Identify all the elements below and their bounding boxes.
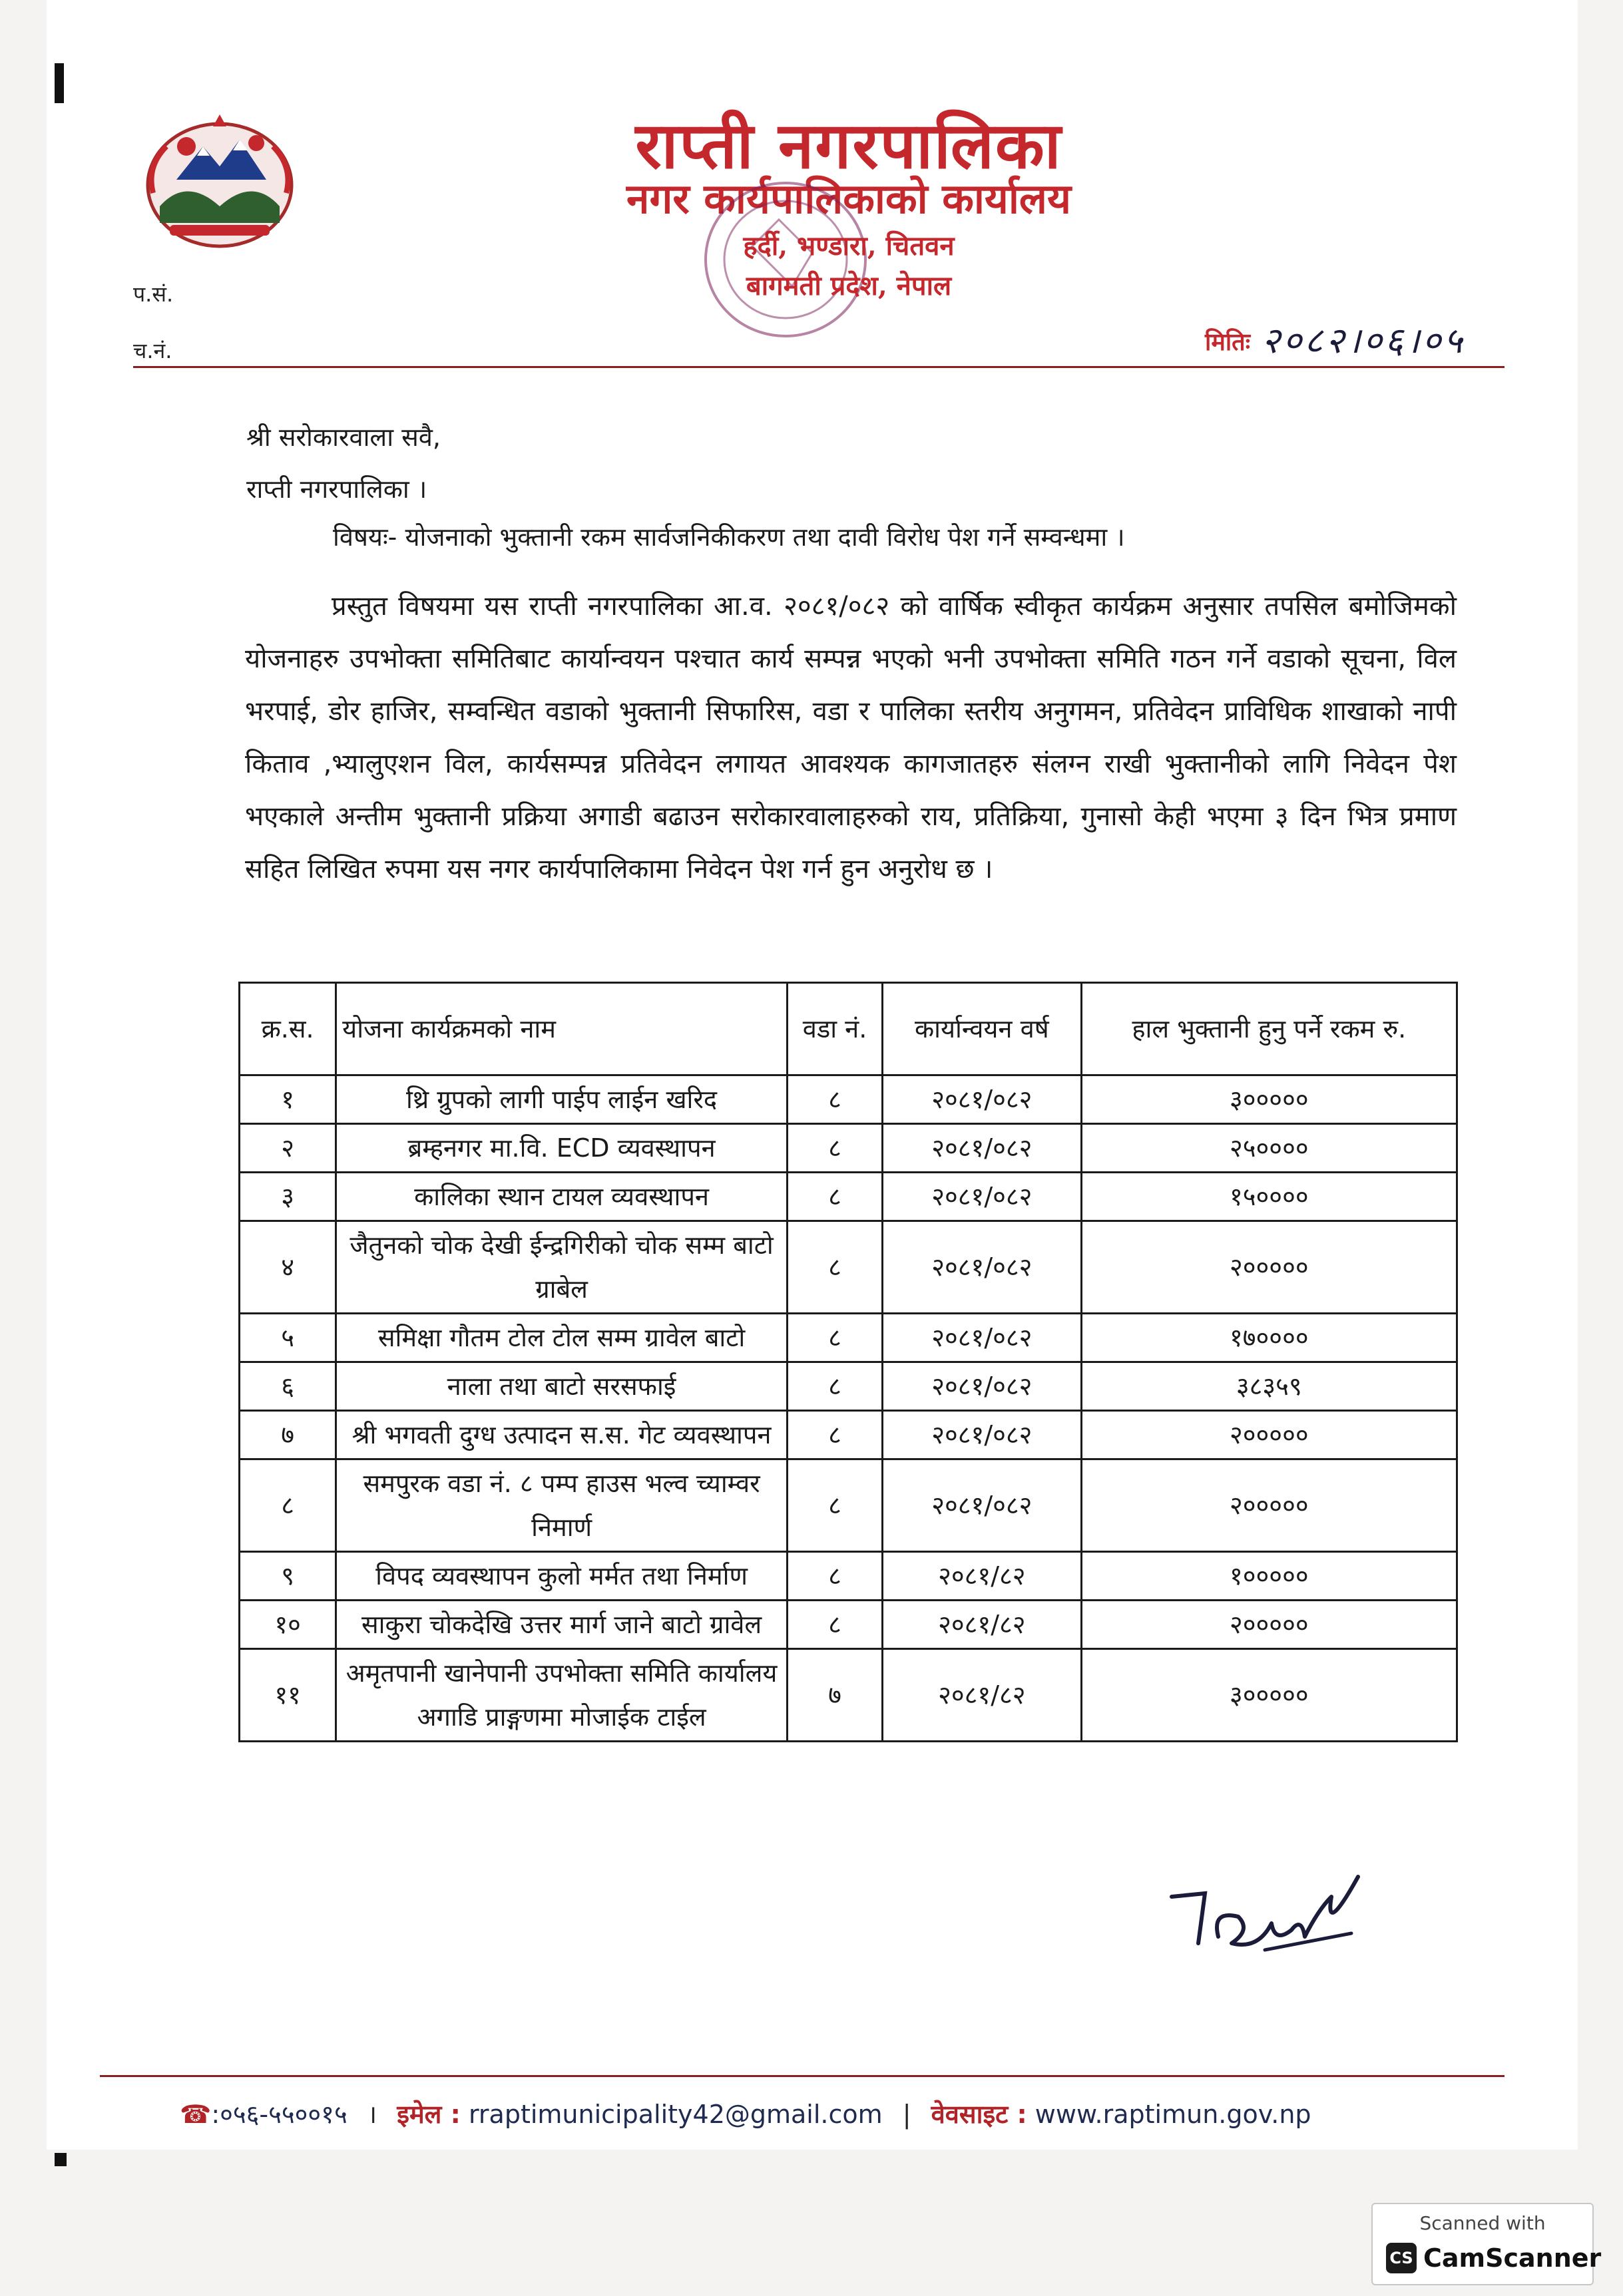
address-line-2: बागमती प्रदेश, नेपाल (746, 270, 952, 301)
row-amount: २५०००० (1081, 1124, 1457, 1173)
camscanner-badge (1371, 2203, 1602, 2285)
row-ward: ८ (787, 1552, 882, 1601)
row-ward: ८ (787, 1173, 882, 1221)
footer-separator: । (367, 2100, 377, 2129)
row-ward: ८ (787, 1314, 882, 1362)
row-project-name: समपुरक वडा नं. ८ पम्प हाउस भल्व च्याम्वर निमार्ण (336, 1459, 788, 1552)
row-ward: ८ (787, 1411, 882, 1459)
row-project-name: विपद व्यवस्थापन कुलो मर्मत तथा निर्माण (336, 1552, 788, 1601)
row-sn: १ (240, 1075, 336, 1124)
footer-website[interactable]: www.raptimun.gov.np (1035, 2100, 1311, 2129)
table-row (240, 1173, 1457, 1221)
row-project-name: नाला तथा बाटो सरसफाई (336, 1362, 788, 1411)
recipient-line-1: श्री सरोकारवाला सवै, (246, 423, 441, 452)
table-row (240, 1411, 1457, 1459)
row-fiscal-year: २०८१/०८२ (883, 1124, 1082, 1173)
row-fiscal-year: २०८१/०८२ (883, 1173, 1082, 1221)
row-amount: ३००००० (1081, 1649, 1457, 1742)
row-ward: ८ (787, 1124, 882, 1173)
letterhead-footer (180, 2096, 1485, 2131)
row-amount: २००००० (1081, 1459, 1457, 1552)
footer-phone: :०५६-५५००१५ (211, 2100, 348, 2129)
table-header-row (240, 983, 1457, 1075)
row-sn: ५ (240, 1314, 336, 1362)
row-amount: २००००० (1081, 1601, 1457, 1649)
table-row (240, 1221, 1457, 1314)
recipient-line-2: राप्ती नगरपालिका । (246, 475, 427, 504)
footer-divider (100, 2075, 1505, 2077)
letter-body: प्रस्तुत विषयमा यस राप्ती नगरपालिका आ.व. २०८१/०८२ को वार्षिक स्वीकृत कार्यक्रम अनुसार तपसिल बमोजिमको योजनाहरु उपभोक्ता समितिबाट कार्यान्वयन पश्चात कार्य सम्पन्न भएको भनी उपभोक्ता समिति गठन गर्ने वडाको सूचना, विल भरपाई, डोर हाजिर, सम्वन्धित वडाको भुक्तानी सिफारिस, वडा र पालिका स्तरीय अनुगमन, प्रतिवेदन प्राविधिक शाखाको नापी किताव ,भ्यालुएशन विल, कार्यसम्पन्न प्रतिवेदन लगायत आवश्यक कागजातहरु संलग्न राखी भुक्तानीको लागि निवेदन पेश भएकाले अन्तीम भुक्तानी प्रक्रिया अगाडी बढाउन सरोकारवालाहरुको राय, प्रतिक्रिया, गुनासो केही भएमा ३ दिन भित्र प्रमाण सहित लिखित रुपमा यस नगर कार्यपालिकामा निवेदन पेश गर्न हुन अनुरोध छ । (245, 591, 1457, 884)
municipality-title: राप्ती नगरपालिका (635, 108, 1062, 183)
projects-table (238, 982, 1458, 1742)
row-project-name: समिक्षा गौतम टोल टोल सम्म ग्रावेल बाटो (336, 1314, 788, 1362)
row-fiscal-year: २०८१/८२ (883, 1552, 1082, 1601)
row-ward: ८ (787, 1459, 882, 1552)
address-line-1: हर्दी, भण्डारा, चितवन (743, 230, 955, 262)
row-fiscal-year: २०८१/०८२ (883, 1221, 1082, 1314)
header-ward: वडा नं. (787, 983, 882, 1075)
row-sn: ३ (240, 1173, 336, 1221)
nepal-emblem-icon (140, 106, 300, 253)
row-sn: ११ (240, 1649, 336, 1742)
row-fiscal-year: २०८१/०८२ (883, 1459, 1082, 1552)
date-label: मितिः (1205, 329, 1250, 356)
row-project-name: श्री भगवती दुग्ध उत्पादन स.स. गेट व्यवस्थापन (336, 1411, 788, 1459)
table-row (240, 1649, 1457, 1742)
row-amount: २००००० (1081, 1221, 1457, 1314)
footer-email-label: इमेल : (397, 2100, 461, 2129)
row-sn: ६ (240, 1362, 336, 1411)
table-row (240, 1362, 1457, 1411)
phone-icon: ☎ (180, 2100, 212, 2129)
footer-email[interactable]: rraptimunicipality42@gmail.com (468, 2100, 883, 2129)
scan-edge-mark (55, 2153, 67, 2166)
table-row (240, 1075, 1457, 1124)
row-fiscal-year: २०८१/०८२ (883, 1362, 1082, 1411)
row-ward: ८ (787, 1075, 882, 1124)
row-project-name: थ्रि ग्रुपको लागी पाईप लाईन खरिद (336, 1075, 788, 1124)
row-amount: २००००० (1081, 1411, 1457, 1459)
row-project-name: अमृतपानी खानेपानी उपभोक्ता समिति कार्यालय अगाडि प्राङ्गणमा मोजाईक टाईल (336, 1649, 788, 1742)
header-project-name: योजना कार्यक्रमको नाम (336, 983, 788, 1075)
footer-separator: | (902, 2100, 911, 2129)
row-fiscal-year: २०८१/८२ (883, 1601, 1082, 1649)
row-project-name: साकुरा चोकदेखि उत्तर मार्ग जाने बाटो ग्रावेल (336, 1601, 788, 1649)
row-ward: ७ (787, 1649, 882, 1742)
date-value: २०८२।०६।०५ (1262, 319, 1465, 361)
header-fiscal-year: कार्यान्वयन वर्ष (883, 983, 1082, 1075)
header-sn: क्र.स. (240, 983, 336, 1075)
row-sn: १० (240, 1601, 336, 1649)
letter-subject: विषयः- योजनाको भुक्तानी रकम सार्वजनिकीकरण तथा दावी विरोध पेश गर्ने सम्वन्धमा । (333, 522, 1125, 552)
table-row (240, 1124, 1457, 1173)
row-ward: ८ (787, 1362, 882, 1411)
row-sn: ७ (240, 1411, 336, 1459)
row-project-name: ब्रम्हनगर मा.वि. ECD व्यवस्थापन (336, 1124, 788, 1173)
row-sn: २ (240, 1124, 336, 1173)
badge-camscanner: CamScanner (1423, 2243, 1602, 2273)
row-fiscal-year: २०८१/०८२ (883, 1075, 1082, 1124)
camscanner-icon: CS (1386, 2243, 1417, 2273)
row-amount: ३८३५९ (1081, 1362, 1457, 1411)
row-amount: ३००००० (1081, 1075, 1457, 1124)
handwritten-signature (1158, 1857, 1378, 1977)
scan-edge-mark (55, 63, 64, 103)
row-fiscal-year: २०८१/०८२ (883, 1314, 1082, 1362)
row-amount: १००००० (1081, 1552, 1457, 1601)
header-amount: हाल भुक्तानी हुनु पर्ने रकम रु. (1081, 983, 1457, 1075)
row-sn: ८ (240, 1459, 336, 1552)
row-ward: ८ (787, 1221, 882, 1314)
footer-website-label: वेवसाइट : (931, 2100, 1027, 2129)
row-project-name: जैतुनको चोक देखी ईन्द्रगिरीको चोक सम्म बाटो ग्राबेल (336, 1221, 788, 1314)
ref-cha-label: च.नं. (133, 338, 172, 363)
row-ward: ८ (787, 1601, 882, 1649)
row-fiscal-year: २०८१/८२ (883, 1649, 1082, 1742)
table-row (240, 1459, 1457, 1552)
row-amount: १५०००० (1081, 1173, 1457, 1221)
row-fiscal-year: २०८१/०८२ (883, 1411, 1082, 1459)
table-row (240, 1314, 1457, 1362)
office-subtitle: नगर कार्यपालिकाको कार्यालय (626, 174, 1071, 223)
row-sn: ९ (240, 1552, 336, 1601)
table-row (240, 1552, 1457, 1601)
badge-scanned-with: Scanned with (1419, 2212, 1546, 2234)
row-amount: १७०००० (1081, 1314, 1457, 1362)
row-project-name: कालिका स्थान टायल व्यवस्थापन (336, 1173, 788, 1221)
ref-pa-label: प.सं. (133, 282, 174, 307)
header-divider (133, 366, 1505, 368)
table-row (240, 1601, 1457, 1649)
row-sn: ४ (240, 1221, 336, 1314)
